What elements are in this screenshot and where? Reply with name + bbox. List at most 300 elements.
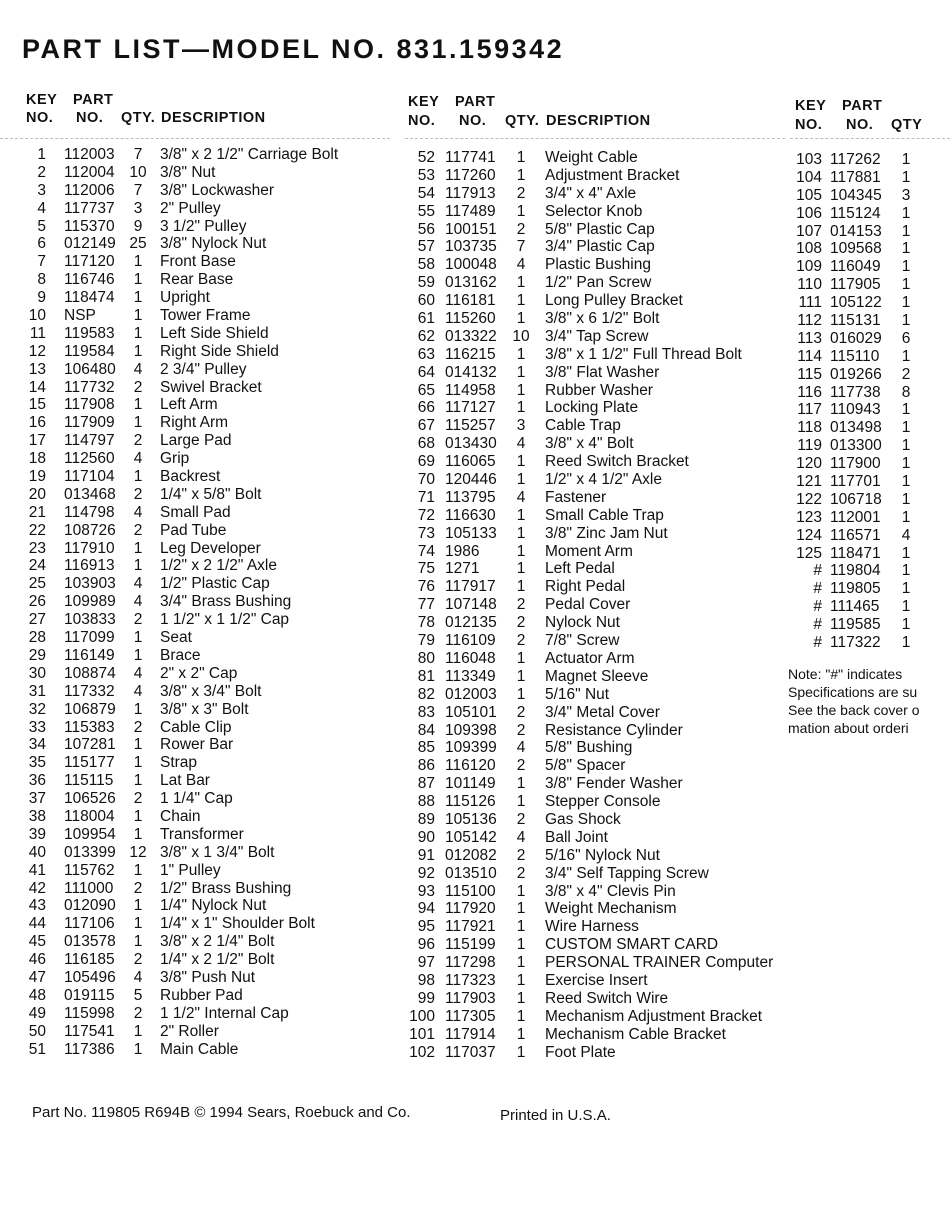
header-key-no: NO. bbox=[26, 110, 54, 126]
key-number: 34 bbox=[28, 736, 46, 754]
part-number: 117120 bbox=[64, 253, 115, 271]
description: Right Side Shield bbox=[160, 342, 279, 360]
description: Swivel Bracket bbox=[160, 378, 262, 396]
quantity: 1 bbox=[901, 437, 911, 455]
key-number: 57 bbox=[417, 238, 435, 256]
quantity: 1 bbox=[516, 1043, 526, 1061]
description: Moment Arm bbox=[545, 542, 633, 560]
part-number: 117386 bbox=[64, 1040, 115, 1058]
key-number: 107 bbox=[796, 222, 822, 240]
description: Fastener bbox=[545, 488, 607, 506]
part-number: 117037 bbox=[445, 1043, 496, 1061]
quantity: 1 bbox=[516, 345, 526, 363]
key-number: 15 bbox=[28, 396, 46, 414]
part-row bbox=[0, 218, 395, 236]
description: 3/8" x 2 1/2" Carriage Bolt bbox=[160, 146, 339, 163]
part-number: 117298 bbox=[445, 954, 496, 972]
part-row bbox=[0, 683, 395, 701]
part-row bbox=[0, 486, 395, 504]
description: 1/2" Plastic Cap bbox=[160, 575, 270, 593]
key-number: 51 bbox=[28, 1040, 46, 1058]
description: Selector Knob bbox=[545, 202, 643, 220]
description: Ball Joint bbox=[545, 828, 608, 846]
key-number: 37 bbox=[28, 790, 46, 808]
key-number: 74 bbox=[417, 542, 435, 560]
part-number: 100048 bbox=[445, 256, 497, 274]
quantity: 1 bbox=[516, 882, 526, 900]
key-number: 44 bbox=[28, 915, 46, 933]
quantity: 1 bbox=[133, 825, 143, 843]
key-number: 7 bbox=[37, 253, 46, 271]
part-row bbox=[405, 507, 785, 525]
part-number: 115110 bbox=[830, 347, 880, 365]
part-row bbox=[0, 164, 395, 182]
part-row bbox=[0, 862, 395, 880]
key-number: # bbox=[813, 634, 822, 652]
part-row bbox=[405, 435, 785, 453]
quantity: 2 bbox=[133, 521, 143, 539]
description: Resistance Cylinder bbox=[545, 721, 683, 739]
part-row bbox=[0, 522, 395, 540]
key-number: 85 bbox=[417, 739, 435, 757]
note bbox=[788, 666, 950, 738]
part-row bbox=[0, 933, 395, 951]
part-row bbox=[790, 151, 950, 169]
quantity: 6 bbox=[901, 329, 911, 347]
quantity: 1 bbox=[516, 506, 526, 524]
part-number: 115177 bbox=[64, 754, 115, 772]
part-number: 117905 bbox=[830, 276, 881, 294]
description: Rubber Washer bbox=[545, 381, 653, 399]
quantity: 1 bbox=[901, 580, 911, 598]
part-row bbox=[0, 289, 395, 307]
part-row bbox=[405, 185, 785, 203]
part-number: 103903 bbox=[64, 575, 116, 593]
key-number: 23 bbox=[28, 539, 46, 557]
quantity: 1 bbox=[516, 954, 526, 972]
note-line: Note: "#" indicates bbox=[788, 666, 903, 682]
part-row bbox=[790, 455, 950, 473]
part-number: 117732 bbox=[64, 378, 115, 396]
key-number: 75 bbox=[417, 560, 435, 578]
key-number: 104 bbox=[796, 168, 822, 186]
part-number: 012090 bbox=[64, 897, 116, 915]
part-row bbox=[790, 348, 950, 366]
description: Left Arm bbox=[160, 396, 218, 414]
quantity: 1 bbox=[516, 989, 526, 1007]
quantity: 1 bbox=[133, 539, 143, 557]
parts-column-3 bbox=[790, 92, 950, 652]
part-row bbox=[0, 182, 395, 200]
key-number: 6 bbox=[37, 235, 46, 253]
part-number: 013468 bbox=[64, 485, 116, 503]
part-row bbox=[0, 1041, 395, 1059]
key-number: 45 bbox=[28, 933, 46, 951]
quantity: 4 bbox=[133, 682, 143, 700]
key-number: 87 bbox=[417, 775, 435, 793]
quantity: 1 bbox=[901, 508, 911, 526]
part-number: 109568 bbox=[830, 240, 882, 258]
part-number: 113795 bbox=[445, 488, 496, 506]
part-row bbox=[0, 253, 395, 271]
description: 3/8" Nut bbox=[160, 163, 216, 181]
quantity: 1 bbox=[516, 775, 526, 793]
part-number: 117741 bbox=[445, 149, 496, 166]
key-number: 81 bbox=[417, 667, 435, 685]
key-number: 65 bbox=[417, 381, 435, 399]
part-number: 105142 bbox=[445, 828, 497, 846]
quantity: 2 bbox=[133, 790, 143, 808]
parts-rows bbox=[405, 149, 785, 1061]
part-row bbox=[405, 829, 785, 847]
part-number: 013498 bbox=[830, 419, 882, 437]
key-number: 124 bbox=[796, 526, 822, 544]
key-number: 56 bbox=[417, 220, 435, 238]
description: 3/4" x 4" Axle bbox=[545, 184, 637, 202]
part-number: 013322 bbox=[445, 327, 497, 345]
key-number: 109 bbox=[796, 258, 822, 276]
quantity: 7 bbox=[133, 181, 143, 199]
key-number: 121 bbox=[796, 473, 822, 491]
quantity: 4 bbox=[133, 360, 143, 378]
part-row bbox=[405, 865, 785, 883]
part-number: 112004 bbox=[64, 163, 115, 181]
quantity: 2 bbox=[516, 614, 526, 632]
quantity: 2 bbox=[516, 846, 526, 864]
part-row bbox=[0, 897, 395, 915]
part-number: 1986 bbox=[445, 542, 480, 560]
part-number: 114797 bbox=[64, 432, 115, 450]
part-number: 107148 bbox=[445, 596, 497, 614]
part-row bbox=[0, 200, 395, 218]
quantity: 1 bbox=[901, 544, 911, 562]
part-row bbox=[405, 489, 785, 507]
key-number: 118 bbox=[797, 419, 822, 437]
part-number: 117104 bbox=[64, 468, 115, 486]
key-number: 117 bbox=[797, 401, 822, 419]
part-row bbox=[0, 987, 395, 1005]
part-number: 117260 bbox=[445, 166, 496, 184]
key-number: 19 bbox=[28, 468, 46, 486]
key-number: 90 bbox=[417, 828, 435, 846]
part-number: 119583 bbox=[64, 324, 115, 342]
quantity: 1 bbox=[133, 754, 143, 772]
description: 5/16" Nylock Nut bbox=[545, 846, 660, 864]
part-number: 119805 bbox=[830, 580, 881, 598]
header-rule bbox=[790, 138, 950, 139]
header-rule bbox=[405, 138, 785, 139]
key-number: 62 bbox=[417, 327, 435, 345]
quantity: 4 bbox=[133, 593, 143, 611]
description: 1 1/2" x 1 1/2" Cap bbox=[160, 611, 290, 629]
key-number: 125 bbox=[796, 544, 822, 562]
part-row bbox=[790, 258, 950, 276]
part-row bbox=[405, 793, 785, 811]
key-number: 41 bbox=[28, 861, 46, 879]
key-number: 94 bbox=[417, 900, 435, 918]
description: 3/4" Metal Cover bbox=[545, 703, 660, 721]
description: Adjustment Bracket bbox=[545, 166, 680, 184]
key-number: 80 bbox=[417, 649, 435, 667]
part-number: 012149 bbox=[64, 235, 116, 253]
part-number: 105133 bbox=[445, 524, 497, 542]
part-row bbox=[405, 310, 785, 328]
part-row bbox=[0, 665, 395, 683]
key-number: 83 bbox=[417, 703, 435, 721]
part-number: 117913 bbox=[445, 184, 496, 202]
part-number: 106526 bbox=[64, 790, 116, 808]
key-number: 77 bbox=[417, 596, 435, 614]
part-row bbox=[405, 954, 785, 972]
part-number: 013510 bbox=[445, 864, 497, 882]
key-number: 14 bbox=[28, 378, 46, 396]
quantity: 2 bbox=[516, 596, 526, 614]
quantity: 4 bbox=[133, 968, 143, 986]
part-row bbox=[405, 578, 785, 596]
part-number: 106879 bbox=[64, 700, 116, 718]
description: 1/4" x 2 1/2" Bolt bbox=[160, 951, 275, 969]
part-number: 111465 bbox=[830, 598, 880, 616]
key-number: 11 bbox=[29, 324, 46, 342]
part-row bbox=[405, 775, 785, 793]
key-number: 39 bbox=[28, 825, 46, 843]
quantity: 1 bbox=[516, 166, 526, 184]
quantity: 1 bbox=[133, 807, 143, 825]
description: Pad Tube bbox=[160, 521, 227, 539]
parts-column-2 bbox=[405, 92, 785, 1061]
header-part-no: NO. bbox=[459, 113, 487, 129]
quantity: 2 bbox=[133, 1004, 143, 1022]
part-number: 115257 bbox=[445, 417, 496, 435]
description: Mechanism Cable Bracket bbox=[545, 1025, 726, 1043]
part-number: 013162 bbox=[445, 274, 497, 292]
description: Right Arm bbox=[160, 414, 229, 432]
part-number: 117921 bbox=[445, 918, 496, 936]
part-number: 013300 bbox=[830, 437, 882, 455]
key-number: 106 bbox=[796, 204, 822, 222]
part-row bbox=[0, 969, 395, 987]
part-row bbox=[405, 811, 785, 829]
key-number: 59 bbox=[417, 274, 435, 292]
part-row bbox=[790, 437, 950, 455]
parts-column-1 bbox=[0, 92, 395, 1058]
part-number: 012135 bbox=[445, 614, 497, 632]
description: Stepper Console bbox=[545, 793, 661, 811]
key-number: 35 bbox=[28, 754, 46, 772]
key-number: 53 bbox=[417, 166, 435, 184]
part-row bbox=[405, 900, 785, 918]
part-row bbox=[790, 509, 950, 527]
part-row bbox=[0, 915, 395, 933]
quantity: 1 bbox=[516, 667, 526, 685]
note-line: Specifications are su bbox=[788, 683, 918, 700]
part-number: 115260 bbox=[445, 310, 496, 328]
quantity: 2 bbox=[133, 611, 143, 629]
description: 2" Roller bbox=[160, 1022, 219, 1040]
part-number: 108726 bbox=[64, 521, 116, 539]
quantity: 4 bbox=[133, 664, 143, 682]
quantity: 1 bbox=[133, 342, 143, 360]
part-row bbox=[790, 527, 950, 545]
quantity: 1 bbox=[133, 324, 143, 342]
key-number: 17 bbox=[28, 432, 46, 450]
part-row bbox=[405, 1026, 785, 1044]
quantity: 1 bbox=[901, 562, 911, 580]
part-number: 117305 bbox=[445, 1007, 496, 1025]
key-number: 36 bbox=[28, 772, 46, 790]
quantity: 12 bbox=[129, 843, 147, 861]
key-number: 71 bbox=[417, 488, 435, 506]
part-number: 012003 bbox=[445, 685, 497, 703]
key-number: 91 bbox=[417, 846, 435, 864]
part-row bbox=[405, 632, 785, 650]
header-part: PART bbox=[455, 94, 496, 110]
description: Mechanism Adjustment Bracket bbox=[545, 1007, 763, 1025]
part-row bbox=[790, 187, 950, 205]
key-number: 78 bbox=[417, 614, 435, 632]
part-row bbox=[790, 366, 950, 384]
quantity: 1 bbox=[133, 468, 143, 486]
part-row bbox=[0, 772, 395, 790]
quantity: 1 bbox=[516, 363, 526, 381]
part-number: 117332 bbox=[64, 682, 115, 700]
quantity: 1 bbox=[901, 419, 911, 437]
quantity: 4 bbox=[133, 503, 143, 521]
part-row bbox=[0, 719, 395, 737]
description: Wire Harness bbox=[545, 918, 639, 936]
description: 1/2" Brass Bushing bbox=[160, 879, 292, 897]
key-number: 21 bbox=[28, 503, 46, 521]
quantity: 2 bbox=[516, 184, 526, 202]
quantity: 1 bbox=[516, 310, 526, 328]
part-number: 013430 bbox=[445, 435, 497, 453]
description: 2 3/4" Pulley bbox=[160, 360, 247, 378]
key-number: 93 bbox=[417, 882, 435, 900]
quantity: 3 bbox=[133, 199, 143, 217]
description: Chain bbox=[160, 807, 201, 825]
part-number: 115115 bbox=[64, 772, 114, 790]
key-number: 55 bbox=[417, 202, 435, 220]
quantity: 4 bbox=[516, 256, 526, 274]
header-part-no: NO. bbox=[76, 110, 104, 126]
description: Transformer bbox=[160, 825, 244, 843]
part-row bbox=[0, 790, 395, 808]
part-number: 116109 bbox=[445, 632, 496, 650]
quantity: 1 bbox=[516, 918, 526, 936]
column-header bbox=[405, 92, 785, 134]
part-row bbox=[0, 575, 395, 593]
key-number: 84 bbox=[417, 721, 435, 739]
part-row bbox=[0, 146, 395, 164]
part-row bbox=[790, 562, 950, 580]
quantity: 1 bbox=[133, 557, 143, 575]
header-qty: QTY. bbox=[121, 110, 156, 126]
part-number: 107281 bbox=[64, 736, 116, 754]
page-title: PART LIST—MODEL NO. 831.159342 bbox=[22, 34, 565, 64]
key-number: 123 bbox=[796, 508, 822, 526]
description: Right Pedal bbox=[545, 578, 626, 596]
header-qty: QTY. bbox=[505, 113, 540, 129]
description: Cable Trap bbox=[545, 417, 621, 435]
description: 3/8" x 1 3/4" Bolt bbox=[160, 843, 275, 861]
key-number: 60 bbox=[417, 292, 435, 310]
key-number: 73 bbox=[417, 524, 435, 542]
part-row bbox=[790, 580, 950, 598]
part-number: 105101 bbox=[445, 703, 497, 721]
part-number: 118471 bbox=[830, 544, 881, 562]
part-number: 016029 bbox=[830, 329, 882, 347]
description: 3/4" Self Tapping Screw bbox=[545, 864, 709, 882]
quantity: 1 bbox=[516, 399, 526, 417]
quantity: 1 bbox=[133, 646, 143, 664]
part-number: 120446 bbox=[445, 471, 497, 489]
part-number: 101149 bbox=[445, 775, 496, 793]
quantity: 1 bbox=[516, 936, 526, 954]
part-row bbox=[405, 543, 785, 561]
key-number: 96 bbox=[417, 936, 435, 954]
quantity: 1 bbox=[516, 685, 526, 703]
quantity: 1 bbox=[516, 471, 526, 489]
quantity: 2 bbox=[516, 721, 526, 739]
part-row bbox=[0, 611, 395, 629]
part-row bbox=[0, 271, 395, 289]
description: PERSONAL TRAINER Computer bbox=[545, 954, 774, 972]
key-number: 86 bbox=[417, 757, 435, 775]
quantity: 2 bbox=[133, 951, 143, 969]
part-row bbox=[790, 401, 950, 419]
footer-part-number: Part No. 119805 R694B © 1994 Sears, Roebuck and Co. bbox=[32, 1104, 411, 1121]
key-number: 115 bbox=[797, 365, 822, 383]
quantity: 1 bbox=[516, 524, 526, 542]
quantity: 1 bbox=[901, 168, 911, 186]
key-number: 9 bbox=[37, 289, 46, 307]
key-number: 8 bbox=[37, 271, 46, 289]
quantity: 1 bbox=[133, 861, 143, 879]
description: 1/2" x 4 1/2" Axle bbox=[545, 471, 662, 489]
key-number: 43 bbox=[28, 897, 46, 915]
part-number: 117914 bbox=[445, 1025, 496, 1043]
quantity: 1 bbox=[901, 151, 911, 168]
description: Leg Developer bbox=[160, 539, 261, 557]
part-row bbox=[790, 419, 950, 437]
quantity: 1 bbox=[516, 292, 526, 310]
quantity: 1 bbox=[133, 396, 143, 414]
quantity: 1 bbox=[901, 634, 911, 652]
key-number: 112 bbox=[797, 312, 822, 330]
part-number: 115100 bbox=[445, 882, 496, 900]
part-number: 116049 bbox=[830, 258, 881, 276]
part-number: 116185 bbox=[64, 951, 115, 969]
description: 1/2" x 2 1/2" Axle bbox=[160, 557, 277, 575]
part-number: 115383 bbox=[64, 718, 115, 736]
key-number: 32 bbox=[28, 700, 46, 718]
part-row bbox=[405, 596, 785, 614]
key-number: 100 bbox=[409, 1007, 435, 1025]
part-row bbox=[405, 328, 785, 346]
header-key: KEY bbox=[26, 92, 58, 108]
key-number: 1 bbox=[37, 146, 46, 163]
part-row bbox=[0, 396, 395, 414]
quantity: 1 bbox=[516, 202, 526, 220]
part-row bbox=[0, 647, 395, 665]
part-number: 106718 bbox=[830, 490, 882, 508]
description: Reed Switch Bracket bbox=[545, 453, 689, 471]
part-number: 116571 bbox=[830, 526, 881, 544]
quantity: 10 bbox=[129, 163, 147, 181]
part-row bbox=[0, 1005, 395, 1023]
part-row bbox=[790, 223, 950, 241]
key-number: 5 bbox=[37, 217, 46, 235]
